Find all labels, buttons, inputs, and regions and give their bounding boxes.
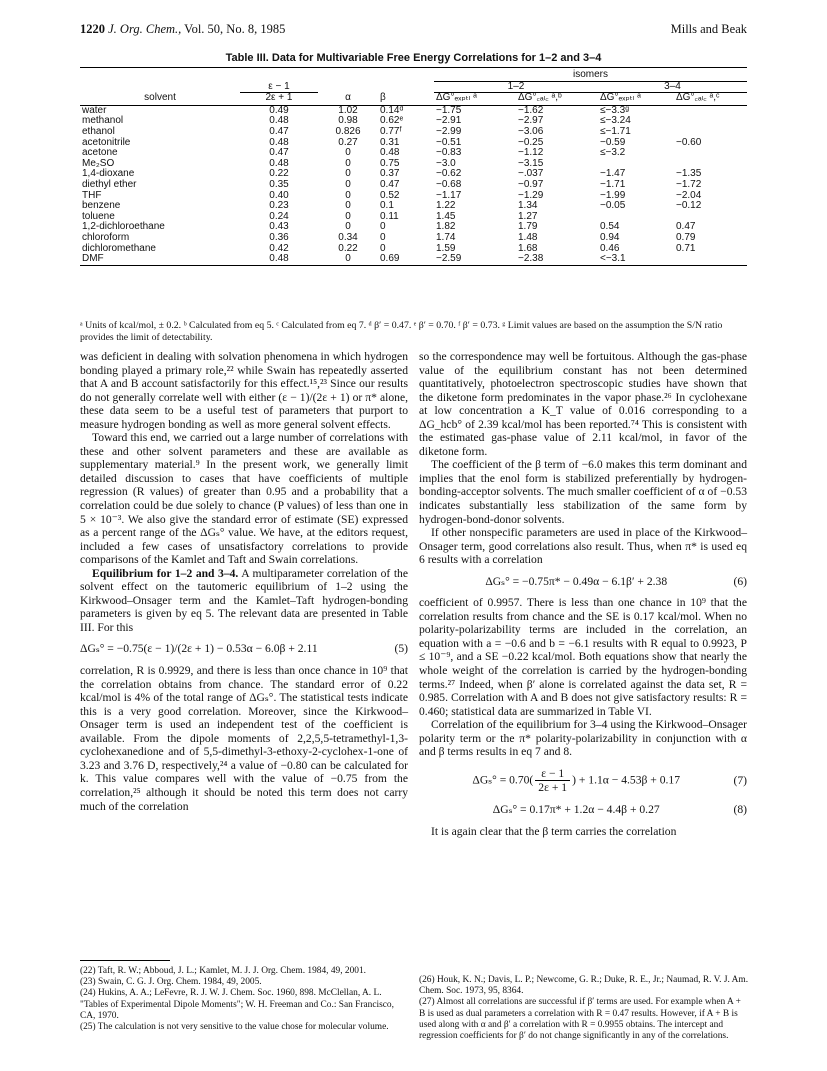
table-cell: −0.51 [436, 136, 462, 148]
col-dg-calcd-2: ΔG°꜀ₐₗ꜀ ᵃ,ᶜ [674, 93, 747, 106]
footnote: (25) The calculation is not very sensitive to the value chose for molecular volume. [80, 1022, 389, 1033]
table-cell: 0.48 [240, 254, 318, 265]
paragraph: correlation, R is 0.9929, and there is less than once chance in 10⁹ that the correlation obtains from chance. The standard error of 0.22 kcal/mol is 4% of the total range of ΔGₛ°. The statistical tests indicate this is a very good correlation. Moreover, since the Kirkwood–Onsager term is used an independent test of the coefficient is available. From the dipole moments of 2,2,5,5-tetramethyl-1,3-cyclohexanedione and of 5,5-dimethyl-3-ethoxy-2-cyclohex-1-one of 3.23 and 3.76 D, respectively,²⁴ a value of −0.80 can be calculated for k. This value compares well with the value of −0.75 from the correlation,²⁵ although it should be noted this term does not carry much of the correlation [80, 664, 408, 813]
paragraph: so the correspondence may well be fortuitous. Although the gas-phase value of the equilibrium constant has not been determined quantitatively, photoelectron spectroscopic studies have shown that the diketone form predominates in the vapor phase.²⁶ In cyclohexane at low concentration a K_T value of 0.016 corresponding to a ΔG_hcb° of 2.39 kcal/mol has been reported.⁷⁴ This is consistent with the estimated gas-phase value of 2.11 kcal/mol, in favor of the diketone form. [419, 350, 747, 458]
solvent-name: THF [82, 189, 102, 201]
solvent-name: chloroform [82, 231, 130, 243]
table-cell: 0.47 [380, 178, 400, 190]
table-cell: 0.826 [335, 125, 361, 137]
solvent-name: acetone [82, 147, 118, 159]
equation-8: ΔGₛ° = 0.17π* + 1.2α − 4.4β + 0.27 (8) [492, 802, 747, 816]
footnote: (23) Swain, C. G. J. Org. Chem. 1984, 49, 2005. [80, 977, 262, 988]
table-cell: 0.94 [600, 231, 620, 243]
table-cell: −0.97 [518, 178, 544, 190]
section-heading: Equilibrium for 1–2 and 3–4. [92, 566, 239, 580]
table-cell: 0.98 [338, 115, 358, 127]
table-cell: −3.0 [436, 157, 456, 169]
group-3-4: 3–4 [598, 81, 747, 93]
table-row [80, 105, 747, 116]
solvent-name: 1,4-dioxane [82, 168, 135, 180]
table-cell: −0.12 [676, 200, 702, 212]
table-row [80, 180, 747, 191]
solvent-name: ethanol [82, 125, 115, 137]
table-cell: 0.43 [269, 221, 289, 233]
solvent-name: dichloromethane [82, 242, 156, 254]
table-cell: 0 [380, 221, 386, 233]
table-cell: 0.75 [380, 157, 400, 169]
table-cell: 0.62ᵉ [380, 115, 404, 127]
table-cell: 0 [345, 221, 351, 233]
equation-7: ΔGₛ° = 0.70( $\frac{\varepsilon - 1}{2\varepsilon + 1}$ ) + 1.1α − 4.53β + 0.17 (7) [472, 766, 747, 795]
solvent-name: acetonitrile [82, 136, 131, 148]
solvent-name: diethyl ether [82, 178, 137, 190]
table-cell: 0 [380, 242, 386, 254]
table-cell: −1.72 [676, 178, 702, 190]
table-cell: 0.48 [269, 157, 289, 169]
solvent-name: DMF [80, 254, 240, 265]
table-caption: Table III. Data for Multivariable Free Energy Correlations for 1–2 and 3–4 [225, 52, 602, 64]
table-cell: −1.12 [518, 147, 544, 159]
solvent-name: benzene [82, 200, 121, 212]
table-cell: 0.34 [338, 231, 358, 243]
table-row [80, 159, 747, 170]
table-cell: 0.27 [338, 136, 358, 148]
paragraph: It is again clear that the β term carries the correlation [431, 824, 677, 838]
table-cell: 0.35 [269, 178, 289, 190]
table-cell [674, 105, 747, 116]
table-cell: 1.74 [436, 231, 456, 243]
table-cell: 1.48 [518, 231, 538, 243]
table-cell: ≤−3.3ᵍ [600, 104, 629, 116]
table-cell: 1.34 [518, 200, 538, 212]
equation-number: (8) [733, 802, 747, 816]
footnote: (24) Hukins, A. A.; LeFevre, R. J. W. J. Chem. Soc. 1960, 898. McClellan, A. L. "Tables of Experimental Dipole Moments"; W. H. Freeman and Co.: San Francisco, CA, 1970. [80, 988, 394, 1021]
left-column [80, 350, 408, 813]
footnotes-left [80, 966, 410, 1033]
table-cell: −0.25 [518, 136, 544, 148]
col-alpha: α [318, 93, 378, 106]
table-cell: 1.02 [338, 104, 358, 116]
table-cell: −2.99 [436, 125, 462, 137]
table-cell: 0.40 [269, 189, 289, 201]
table-row [80, 233, 747, 244]
solvent-name: toluene [82, 210, 115, 222]
running-header [80, 22, 747, 38]
table-cell: 0.1 [380, 200, 394, 212]
table-row [80, 191, 747, 202]
table-row [80, 127, 747, 138]
table-cell [674, 116, 747, 127]
table-cell: −2.91 [436, 115, 462, 127]
table-row [80, 222, 747, 233]
col-dg-exptl-1: ΔG°ₑₓₚₜₗ ᵃ [434, 93, 516, 106]
authors: Mills and Beak [670, 22, 747, 36]
equation-number: (6) [733, 574, 747, 588]
paragraph: was deficient in dealing with solvation phenomena in which hydrogen bonding played a primary role,²² while Swain has repeatedly asserted that A and B account satisfactorily for this effect.¹⁵,²³ Since our results do not generally correlate well with either (ε − 1)/(2ε + 1) or π* alone, these data seem to be a useful test of parameters that purport to measure hydrogen bonding as well as more general solvent effects. [80, 350, 408, 431]
table-cell: ≤−1.71 [600, 125, 631, 137]
table-cell: −1.29 [518, 189, 544, 201]
table-cell: 0.54 [600, 221, 620, 233]
paragraph: Toward this end, we carried out a large number of correlations with these and other solvent parameters and these are available as supplementary material.⁹ In the present work, we generally limit detailed discussion to cases that have coefficients of multiple regression (R values) of greater than 0.95 and a probability that a correlation could be due solely to chance (P values) of less than one in 5 × 10⁻³. We also give the standard error of estimate (SE) expressed as a percent range of the ΔGₛ° value. We have, at the editors request, included a few cases of unsatisfactory correlations to provide comparisons of the Kamlet and Taft and Swain correlations. [80, 431, 408, 567]
table-cell: 0 [318, 254, 378, 265]
table-cell: 0.37 [380, 168, 400, 180]
table-cell: −1.99 [600, 189, 626, 201]
volume-info: Vol. 50, No. 8, 1985 [184, 22, 286, 36]
table-row [80, 138, 747, 149]
footnote: (26) Houk, K. N.; Davis, L. P.; Newcome, G. R.; Duke, R. E., Jr.; Naumad, R. V. J. Am. Chem. Soc. 1973, 95, 8364. [419, 975, 749, 997]
footnote-rule [80, 960, 170, 961]
table-cell: 0.79 [676, 231, 696, 243]
eps-numerator: ε − 1 [240, 81, 318, 93]
col-eps: 2ε + 1 [240, 93, 318, 106]
table-cell [674, 254, 747, 265]
table-cell: 1.79 [518, 221, 538, 233]
table-cell: 1.22 [436, 200, 456, 212]
table-cell: 0 [345, 200, 351, 212]
table-cell: −2.04 [676, 189, 702, 201]
paragraph: If other nonspecific parameters are used in place of the Kirkwood–Onsager term, good correlations also result. Thus, when π* is used eq 6 results with a correlation [419, 526, 747, 567]
table-cell: −1.62 [518, 104, 544, 116]
table-cell: −1.35 [676, 168, 702, 180]
table-cell: 0 [345, 168, 351, 180]
col-beta: β [378, 93, 434, 106]
journal-name: J. Org. Chem., [108, 22, 182, 36]
table-cell: 0.31 [380, 136, 400, 148]
table-cell: 0.46 [600, 242, 620, 254]
table-cell: −2.97 [518, 115, 544, 127]
table-cell: 0.24 [269, 210, 289, 222]
table-cell: 1.45 [436, 210, 456, 222]
paragraph: Correlation of the equilibrium for 3–4 using the Kirkwood–Onsager polarity term or the π* polarity-polarizability in conjunction with α and β terms results in eq 7 and 8. [419, 718, 747, 759]
table-cell: 1.59 [436, 242, 456, 254]
table-row [80, 169, 747, 180]
table-cell: 0 [345, 147, 351, 159]
table-cell: 0.23 [269, 200, 289, 212]
table-cell: −3.06 [518, 125, 544, 137]
solvent-name: methanol [82, 115, 124, 127]
table-cell: 0 [380, 231, 386, 243]
table-cell: 0.47 [676, 221, 696, 233]
table-cell: 0.49 [269, 104, 289, 116]
table-cell: −1.47 [600, 168, 626, 180]
right-column [419, 350, 747, 838]
table-cell: 0.42 [269, 242, 289, 254]
table-cell: −2.59 [434, 254, 516, 265]
equation-number: (7) [733, 774, 747, 788]
table-cell: 0.69 [378, 254, 434, 265]
table-cell: −1.71 [600, 178, 626, 190]
paragraph: coefficient of 0.9957. There is less than one chance in 10⁹ that the correlation results from chance and the SE is 0.17 kcal/mol. When no polarity-polarizability terms are included in the correlation, an equation with a = −0.6 and b = −6.1 results with R equal to 0.9923, P ≤ 10⁻⁹, and a SE −0.22 kcal/mol. Both equations show that nearly the whole weight of the correlation is carried by the hydrogen-bonding terms.²⁷ Indeed, when β′ alone is correlated against the data set, R = 0.985. Correlation with A and B does not give satisfactory results: R = 0.460; statistical data are summarized in Table VI. [419, 596, 747, 718]
table-row [80, 201, 747, 212]
table-row [80, 116, 747, 127]
table-cell: 0.22 [269, 168, 289, 180]
table-cell: −.037 [518, 168, 544, 180]
isomers-header: isomers [434, 68, 747, 82]
data-table [80, 67, 747, 266]
table-cell: −0.83 [436, 147, 462, 159]
col-dg-calcd-1: ΔG°꜀ₐₗ꜀ ᵃ,ᵇ [516, 93, 598, 106]
table-row [80, 212, 747, 223]
table-cell: 1.68 [518, 242, 538, 254]
group-1-2: 1–2 [434, 81, 598, 93]
table-cell: 0.47 [269, 125, 289, 137]
table-cell: ≤−3.24 [600, 115, 631, 127]
table-cell: 0.71 [676, 242, 696, 254]
table-cell: 0.47 [269, 147, 289, 159]
table-row [80, 244, 747, 255]
table-cell [674, 127, 747, 138]
table-cell: −0.60 [676, 136, 702, 148]
table-cell: 0.14ᵈ [380, 104, 404, 116]
table-cell: ≤−3.2 [600, 147, 626, 159]
page-number: 1220 [80, 22, 105, 36]
table-cell: 0.11 [380, 210, 399, 222]
table-cell: 1.27 [518, 210, 538, 222]
table-cell: −0.68 [436, 178, 462, 190]
table-cell: −2.38 [516, 254, 598, 265]
table-cell: <−3.1 [598, 254, 674, 265]
equation-5: ΔGₛ° = −0.75(ε − 1)/(2ε + 1) − 0.53α − 6.0β + 2.11 (5) [80, 642, 408, 656]
table-cell: −3.15 [518, 157, 544, 169]
table-cell: −1.75 [436, 104, 462, 116]
paragraph: Equilibrium for 1–2 and 3–4. A multiparameter correlation of the solvent effect on the tautomeric equilibrium of 1–2 using the Kirkwood–Onsager term and the Kamlet–Taft hydrogen-bonding parameters is given by eq 5. The relevant data are presented in Table III. For this [80, 566, 408, 634]
table-cell: 0 [345, 189, 351, 201]
footnotes-right [419, 975, 749, 1042]
footnote: (27) Almost all correlations are successful if β′ terms are used. For example when A + B is used as dual parameters a correlation with R = 0.47 results. However, if A + B is used along with α and β′ a correlation with R = 0.9955 obtains. The intercept and regression coefficients for β′ do not change significantly in any of the correlations. [419, 997, 741, 1042]
footnote: (22) Taft, R. W.; Abboud, J. L.; Kamlet, M. J. J. Org. Chem. 1984, 49, 2001. [80, 966, 366, 976]
table-cell: −0.59 [600, 136, 626, 148]
table-row [80, 254, 747, 265]
table-cell: 0.48 [380, 147, 400, 159]
col-solvent: solvent [80, 93, 240, 106]
table-cell: 0 [345, 210, 351, 222]
table-cell: 1.82 [436, 221, 456, 233]
table-cell: 0 [345, 178, 351, 190]
solvent-name: water [82, 104, 107, 116]
table-cell: 0.48 [269, 115, 289, 127]
equation-6: ΔGₛ° = −0.75π* − 0.49α − 6.1β′ + 2.38 (6) [485, 574, 747, 588]
table-cell [674, 148, 747, 159]
table-cell: 0 [345, 157, 351, 169]
equation-number: (5) [394, 642, 408, 656]
table-cell: 0.48 [269, 136, 289, 148]
table-cell: −1.17 [436, 189, 462, 201]
table-footnote: ᵃ Units of kcal/mol, ± 0.2. ᵇ Calculated from eq 5. ᶜ Calculated from eq 7. ᵈ β′ = 0.47. ᵉ β′ = 0.70. ᶠ β′ = 0.73. ᵍ Limit values are based on the assumption the S/N ratio provides the limit of detectability. [80, 320, 723, 343]
table-row [80, 148, 747, 159]
col-dg-exptl-2: ΔG°ₑₓₚₜₗ ᵃ [598, 93, 674, 106]
table-cell: 0.36 [269, 231, 289, 243]
table-cell: 0.22 [338, 242, 358, 254]
table-cell: 0.52 [380, 189, 400, 201]
solvent-name: 1,2-dichloroethane [82, 221, 165, 233]
table-cell: −0.62 [436, 168, 462, 180]
paragraph: The coefficient of the β term of −6.0 makes this term dominant and implies that the enol form is stabilized preferentially by hydrogen-bonding-acceptor solvents. The much smaller coefficient of α of −0.53 indicates substantially less stabilization of the same form by hydrogen-bond-donor solvents. [419, 458, 747, 526]
table-cell: 0.77ᶠ [380, 125, 402, 137]
table-cell: −0.05 [600, 200, 626, 212]
solvent-name: Me₂SO [82, 157, 115, 169]
